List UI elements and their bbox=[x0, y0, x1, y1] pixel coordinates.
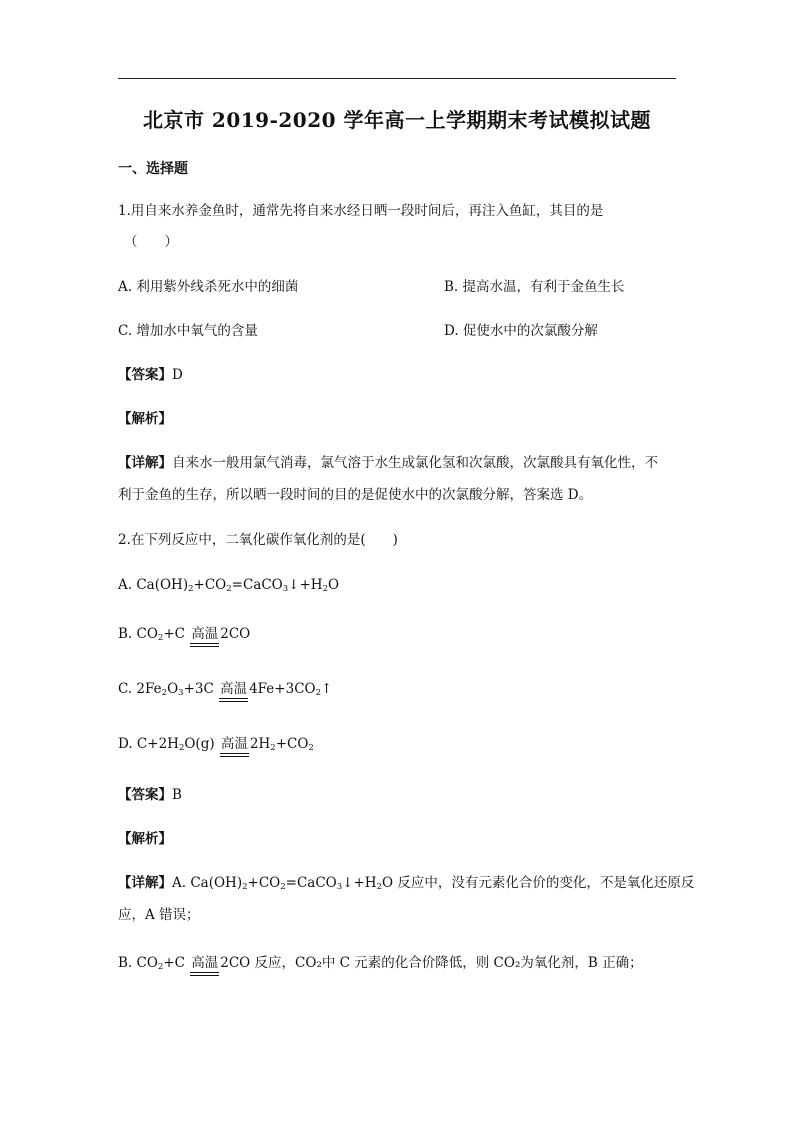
question-1-detail-line-2: 利于金鱼的生存，所以晒一段时间的目的是促使水中的次氯酸分解，答案选 D。 bbox=[118, 487, 593, 503]
question-2-detail-line-3: B. $CO_2+C$ 高温 2CO 反应，CO₂中 C 元素的化合价降低，则 CO₂为氧化剂，B 正确； bbox=[118, 953, 643, 976]
question-2-option-d: D. $C+2H_2O(g)$ 高温 $2H_2+CO_2$ bbox=[118, 734, 314, 757]
question-2-detail-line-1: 【详解】A. $Ca(OH)_2+CO_2=CaCO_3↓+H_2O$ 反应中，没有元素化合价的变化，不是氧化还原反 bbox=[118, 875, 695, 892]
question-2-answer bbox=[118, 785, 182, 805]
question-1-option-c: C. 增加水中氧气的含量 bbox=[118, 323, 258, 339]
question-2-analysis-tag: 【解析】 bbox=[118, 831, 172, 847]
question-1-option-d: D. 促使水中的次氯酸分解 bbox=[444, 323, 598, 339]
header-rule bbox=[118, 78, 676, 79]
question-1-option-a: A. 利用紫外线杀死水中的细菌 bbox=[118, 279, 299, 295]
question-1-detail-line-1 bbox=[118, 453, 658, 473]
detail-text: 反应中，没有元素化合价的变化，不是氧化还原反 bbox=[397, 875, 695, 891]
reaction-condition: 高温 bbox=[190, 624, 219, 647]
question-2-option-c: C. $2Fe_2O_3+3C$ 高温 $4Fe+3CO_2↑$ bbox=[118, 679, 332, 702]
question-2-option-a: A. $Ca(OH)_2+CO_2=CaCO_3↓+H_2O$ bbox=[118, 577, 340, 594]
question-1-answer bbox=[118, 365, 183, 385]
question-1-stem: 1.用自来水养金鱼时，通常先将自来水经日晒一段时间后，再注入鱼缸，其目的是 bbox=[118, 203, 604, 219]
answer-tag: 【答案】 bbox=[118, 787, 172, 803]
question-2-stem: 2.在下列反应中，二氧化碳作氧化剂的是( ) bbox=[118, 532, 398, 548]
reaction-condition: 高温 bbox=[190, 953, 219, 976]
question-1-analysis-tag: 【解析】 bbox=[118, 411, 172, 427]
detail-tag: 【详解】 bbox=[118, 455, 172, 471]
detail-tag: 【详解】 bbox=[118, 875, 172, 891]
answer-tag: 【答案】 bbox=[118, 367, 172, 383]
question-1-option-b: B. 提高水温，有利于金鱼生长 bbox=[444, 279, 625, 295]
question-1-paren: （ ） bbox=[124, 234, 178, 250]
page-title: 北京市 2019-2020 学年高一上学期期末考试模拟试题 bbox=[142, 108, 652, 132]
reaction-condition: 高温 bbox=[220, 734, 249, 757]
reaction-condition: 高温 bbox=[219, 679, 248, 702]
detail-text: 反应，CO₂中 C 元素的化合价降低，则 CO₂为氧化剂，B 正确； bbox=[254, 955, 643, 971]
answer-value: D bbox=[172, 367, 183, 383]
question-2-detail-line-2: 应，A 错误； bbox=[118, 907, 200, 923]
answer-value: B bbox=[172, 787, 182, 803]
question-2-option-b: B. $CO_2+C$ 高温 2CO bbox=[118, 624, 250, 647]
detail-text: 自来水一般用氯气消毒，氯气溶于水生成氯化氢和次氯酸，次氯酸具有氧化性，不 bbox=[172, 455, 658, 471]
section-heading: 一、选择题 bbox=[118, 161, 188, 177]
